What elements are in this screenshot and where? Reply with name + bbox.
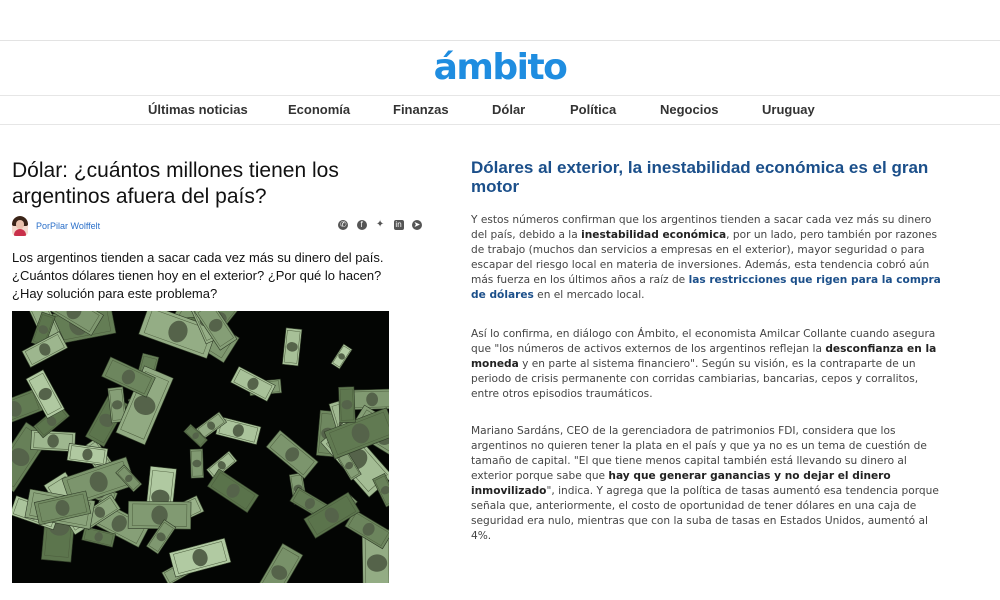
nav-item-negocios[interactable]: Negocios <box>660 102 719 117</box>
nav-item-dolar[interactable]: Dólar <box>492 102 526 117</box>
dollar-bills-illustration <box>12 311 389 583</box>
share-icons <box>334 220 422 232</box>
paragraph-3: Mariano Sardáns, CEO de la gerenciadora de patrimonios FDI, considera que los argentinos no quieren tener la plata en el país y que ya no es un tema de cuestión de tamaño de capital. "El que tiene menos capital también está llevando su dinero al exterior porque sabe que hay que generar ganancias y no dejar el dinero inmovilizado", indica. Y agrega que la política de tasas aumentó esa tendencia porque señala que, anteriormente, el costo de oportunidad de tener dólares en una caja de seguridad era nulo, mientras que con la suba de tasas en Estados Unidos, aumentó al 4%. <box>471 425 939 542</box>
link-restricciones[interactable]: las restricciones que rigen para la compra de dólares <box>471 274 941 301</box>
article-lead: Los argentinos tienden a sacar cada vez más su dinero del país. ¿Cuántos dólares tienen hoy en el exterior? ¿Por qué lo hacen? ¿Hay solución para este problema? <box>12 250 384 301</box>
bold-desconfianza: desconfianza en la moneda <box>471 343 937 370</box>
twitter-icon[interactable]: ✦ <box>375 219 385 230</box>
nav-item-politica[interactable]: Política <box>570 102 617 117</box>
main-nav <box>0 95 1000 125</box>
paragraph-1: Y estos números confirman que los argentinos tienden a sacar cada vez más su dinero del país, debido a la inestabilidad económica, por un lado, pero también por razones de trabajo (muchos dan servicios a empresas en el exterior), mayor seguridad o para escapar del riesgo local en materia de inversiones. Además, esta tendencia cobró aún más fuerza en los últimos años a raíz de las restricciones que rigen para la compra de dólares en el mercado local. <box>471 214 941 301</box>
nav-item-uruguay[interactable]: Uruguay <box>762 102 815 117</box>
paragraph-2: Así lo confirma, en diálogo con Ámbito, el economista Amilcar Collante cuando asegura que "los números de activos externos de los argentinos reflejan la desconfianza en la moneda y en parte al sistema financiero". Según su visión, es la contraparte de un periodo de crisis permanente con corridas cambiarias, bancarias, cepos y corralitos, entre otros episodios traumáticos. <box>471 328 937 400</box>
site-logo[interactable]: ámbito <box>433 47 567 88</box>
author-avatar[interactable] <box>12 216 28 236</box>
telegram-icon[interactable]: ➤ <box>413 220 421 229</box>
nav-item-economia[interactable]: Economía <box>288 102 351 117</box>
article-headline[interactable]: Dólar: ¿cuántos millones tienen los argentinos afuera del país? <box>12 159 339 208</box>
nav-item-finanzas[interactable]: Finanzas <box>393 102 449 117</box>
whatsapp-icon[interactable]: ✆ <box>339 220 347 229</box>
bold-ganancias: hay que generar ganancias y no dejar el dinero inmovilizado <box>471 470 891 497</box>
linkedin-icon[interactable]: in <box>395 220 402 229</box>
author-prefix: Por <box>36 221 51 231</box>
nav-item-ultimas-noticias[interactable]: Últimas noticias <box>148 102 248 117</box>
author-row <box>12 215 422 237</box>
author-name-link[interactable]: Pilar Wolffelt <box>50 221 101 231</box>
bold-inestabilidad: inestabilidad económica <box>581 229 727 241</box>
section-headline: Dólares al exterior, la inestabilidad económica es el gran motor <box>471 158 929 196</box>
top-divider <box>0 40 1000 41</box>
facebook-icon[interactable]: f <box>357 220 367 230</box>
article-image-flying-dollars[interactable] <box>12 311 389 583</box>
